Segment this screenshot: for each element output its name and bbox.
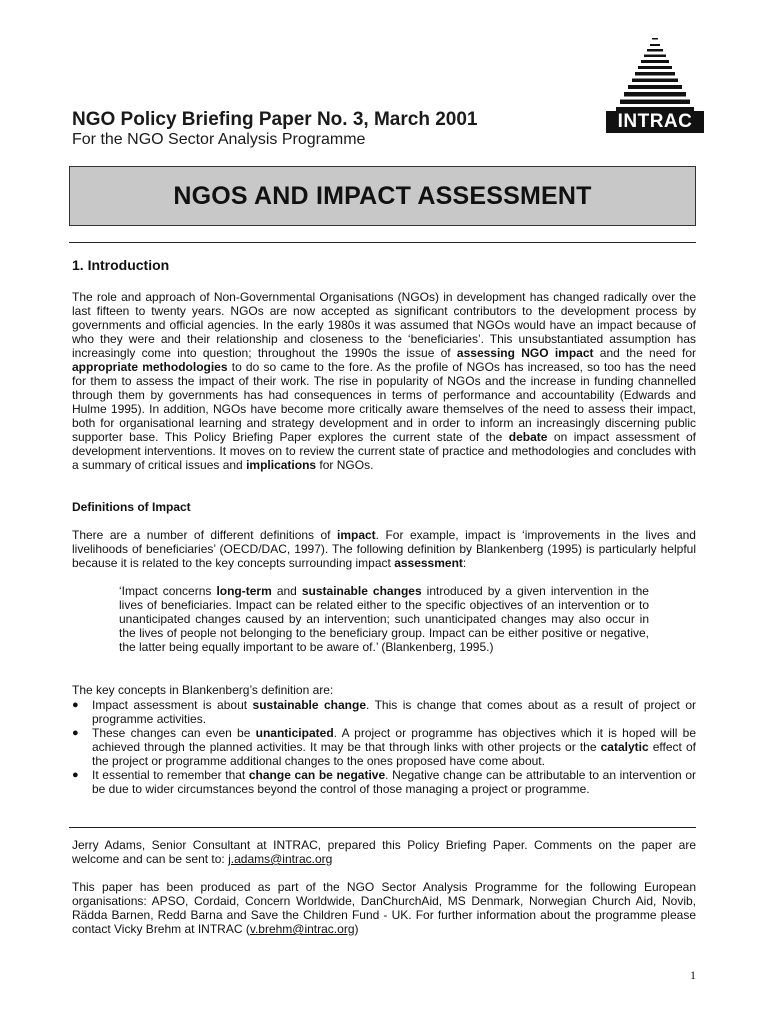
bullet-icon: ● xyxy=(72,769,79,781)
contact-email-link[interactable]: v.brehm@intrac.org xyxy=(249,922,355,936)
document-title: NGOS AND IMPACT ASSESSMENT xyxy=(173,181,592,210)
divider-top xyxy=(69,242,696,243)
author-email-link[interactable]: j.adams@intrac.org xyxy=(228,852,333,866)
programme-note: This paper has been produced as part of the NGO Sector Analysis Programme for the following European organisations: APSO, Cordaid, Concern Worldwide, DanChurchAid, MS Denmark, Norwegian Church Aid, Novib, Rädda Barnen, Redd Barna and Save the Children Fund - UK. For further information about the programme please contact Vicky Brehm at INTRAC (v.brehm@intrac.org) xyxy=(72,880,696,936)
bullet-icon: ● xyxy=(72,727,79,739)
key-concepts-intro: The key concepts in Blankenberg’s definition are: xyxy=(72,683,334,697)
subheading-definitions: Definitions of Impact xyxy=(72,500,191,514)
key-concepts-list xyxy=(72,698,696,796)
divider-bottom xyxy=(69,827,696,828)
intrac-logo xyxy=(606,37,704,133)
intro-paragraph: The role and approach of Non-Governmental Organisations (NGOs) in development has changed radically over the last fifteen to twenty years. NGOs are now accepted as significant contributors to the development process by governments and official agencies. In the early 1980s it was assumed that NGOs would have an impact because of who they were and their relationship and closeness to the ‘beneficiaries’. This unsubstantiated assumption has increasingly come into question; throughout the 1990s the issue of assessing NGO impact and the need for appropriate methodologies to do so came to the fore. As the profile of NGOs has increased, so too has the need for them to assess the impact of their work. The rise in popularity of NGOs and the increase in funding channelled through them by governments has had consequences in terms of performance and accountability (Edwards and Hulme 1995). In addition, NGOs have become more critically aware themselves of the need to assess their impact, both for organisational learning and strategy development and in order to inform an increasingly discerning public supporter base. This Policy Briefing Paper explores the current state of the debate on impact assessment of development interventions. It moves on to review the current state of practice and methodologies and concludes with a summary of critical issues and implications for NGOs. xyxy=(72,290,697,472)
title-banner xyxy=(69,166,696,226)
list-item: ● It essential to remember that change can be negative. Negative change can be attributable to an intervention or be due to wider circumstances beyond the control of those managing a project or programme. xyxy=(72,768,696,796)
logo-wordmark: INTRAC xyxy=(606,111,704,133)
page-number: 1 xyxy=(690,968,696,982)
briefing-title: NGO Policy Briefing Paper No. 3, March 2001 xyxy=(72,109,478,130)
list-item: ● These changes can even be unanticipated. A project or programme has objectives which it is hoped will be achieved through the planned activities. It may be that through links with other projects or the catalytic effect of the project or programme additional changes to the ones proposed have come about. xyxy=(72,726,697,768)
list-item: ● Impact assessment is about sustainable change. This is change that comes about as a result of project or programme activities. xyxy=(72,698,696,726)
blankenberg-quote: ‘Impact concerns long-term and sustainable changes introduced by a given intervention in the lives of beneficiaries. Impact can be related either to the specific objectives of an intervention or to unanticipated changes caused by an intervention; such unanticipated changes may also occur in the lives of people not belonging to the beneficiary group. Impact can be either positive or negative, the latter being equally important to be aware of.’ (Blankenberg, 1995.) xyxy=(119,584,649,654)
section-heading-introduction: 1. Introduction xyxy=(72,257,170,273)
definitions-paragraph: There are a number of different definitions of impact. For example, impact is ‘improvements in the lives and livelihoods of beneficiaries’ (OECD/DAC, 1997). The following definition by Blankenberg (1995) is particularly helpful because it is related to the key concepts surrounding impact assessment: xyxy=(72,528,696,570)
briefing-subtitle: For the NGO Sector Analysis Programme xyxy=(72,131,366,148)
bullet-icon: ● xyxy=(72,699,79,711)
pyramid-logo-icon xyxy=(614,37,696,111)
author-note: Jerry Adams, Senior Consultant at INTRAC, prepared this Policy Briefing Paper. Comments on the paper are welcome and can be sent to: j.adams@intrac.org xyxy=(72,838,696,866)
